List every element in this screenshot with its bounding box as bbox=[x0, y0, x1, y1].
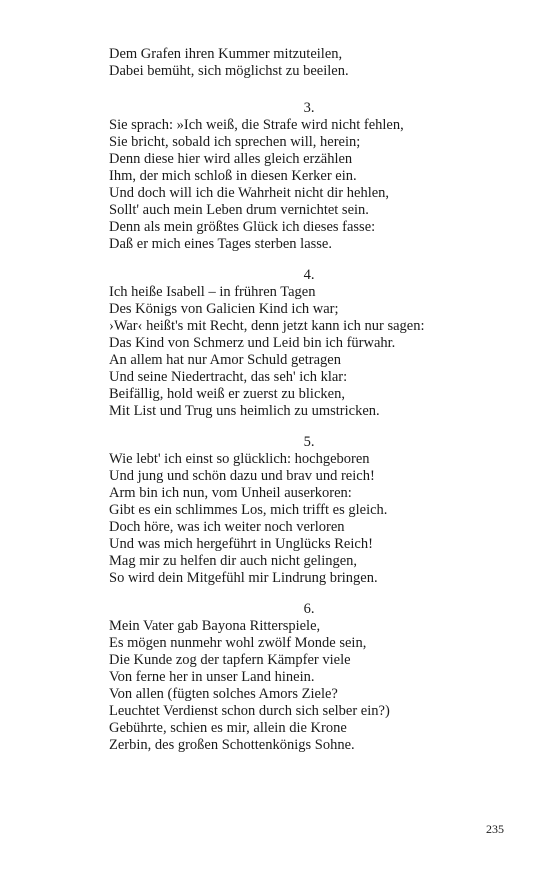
verse-line: Ich heiße Isabell – in frühren Tagen bbox=[109, 284, 316, 300]
verse-line: Gebührte, schien es mir, allein die Krone bbox=[109, 720, 347, 736]
verse-line: An allem hat nur Amor Schuld getragen bbox=[109, 352, 341, 368]
verse-line: Mag mir zu helfen dir auch nicht gelingen, bbox=[109, 553, 358, 569]
verse-line: Beifällig, hold weiß er zuerst zu blicken, bbox=[109, 386, 345, 402]
verse-line: Und jung und schön dazu und brav und reich! bbox=[109, 468, 375, 484]
verse-line: Zerbin, des großen Schottenkönigs Sohne. bbox=[109, 737, 355, 753]
verse-line: Dem Grafen ihren Kummer mitzuteilen, bbox=[109, 46, 343, 62]
verse-line: Sie sprach: »Ich weiß, die Strafe wird nicht fehlen, bbox=[109, 117, 404, 133]
verse-line: Sollt' auch mein Leben drum vernichtet sein. bbox=[109, 202, 369, 218]
verse-line: Mit List und Trug uns heimlich zu umstricken. bbox=[109, 403, 380, 419]
intro-lines bbox=[109, 46, 469, 80]
stanza-number: 5. bbox=[303, 434, 315, 450]
verse-line: Mein Vater gab Bayona Ritterspiele, bbox=[109, 618, 321, 634]
page-number: 235 bbox=[486, 822, 504, 836]
verse-line: Ihm, der mich schloß in diesen Kerker ein. bbox=[109, 168, 357, 184]
verse-line: Denn diese hier wird alles gleich erzählen bbox=[109, 151, 353, 167]
verse-line: Und was mich hergeführt in Unglücks Reich! bbox=[109, 536, 373, 552]
stanza-number: 4. bbox=[303, 267, 315, 283]
verse-line: Denn als mein größtes Glück ich dieses fasse: bbox=[109, 219, 376, 235]
verse-line: Die Kunde zog der tapfern Kämpfer viele bbox=[109, 652, 351, 668]
verse-line: Von ferne her in unser Land hinein. bbox=[109, 669, 315, 685]
verse-line: Und seine Niedertracht, das seh' ich klar: bbox=[109, 369, 348, 385]
stanza-6 bbox=[109, 601, 509, 754]
verse-line: Das Kind von Schmerz und Leid bin ich fürwahr. bbox=[109, 335, 396, 351]
verse-line: Dabei bemüht, sich möglichst zu beeilen. bbox=[109, 63, 349, 79]
verse-line: Des Königs von Galicien Kind ich war; bbox=[109, 301, 339, 317]
verse-line: Wie lebt' ich einst so glücklich: hochgeboren bbox=[109, 451, 370, 467]
verse-line: Arm bin ich nun, vom Unheil auserkoren: bbox=[109, 485, 352, 501]
verse-line: Es mögen nunmehr wohl zwölf Monde sein, bbox=[109, 635, 367, 651]
stanza-4 bbox=[109, 267, 509, 420]
verse-line: So wird dein Mitgefühl mir Lindrung bringen. bbox=[109, 570, 378, 586]
verse-line: Sie bricht, sobald ich sprechen will, herein; bbox=[109, 134, 361, 150]
stanza-number: 6. bbox=[303, 601, 315, 617]
verse-line: ›War‹ heißt's mit Recht, denn jetzt kann ich nur sagen: bbox=[109, 318, 425, 334]
stanza-number: 3. bbox=[303, 100, 315, 116]
verse-line: Leuchtet Verdienst schon durch sich selber ein?) bbox=[109, 703, 390, 719]
verse-line: Doch höre, was ich weiter noch verloren bbox=[109, 519, 345, 535]
verse-line: Von allen (fügten solches Amors Ziele? bbox=[109, 686, 338, 702]
stanza-5 bbox=[109, 434, 509, 587]
verse-line: Daß er mich eines Tages sterben lasse. bbox=[109, 236, 332, 252]
verse-line: Gibt es ein schlimmes Los, mich trifft es gleich. bbox=[109, 502, 388, 518]
stanza-3 bbox=[109, 100, 509, 253]
verse-line: Und doch will ich die Wahrheit nicht dir hehlen, bbox=[109, 185, 390, 201]
